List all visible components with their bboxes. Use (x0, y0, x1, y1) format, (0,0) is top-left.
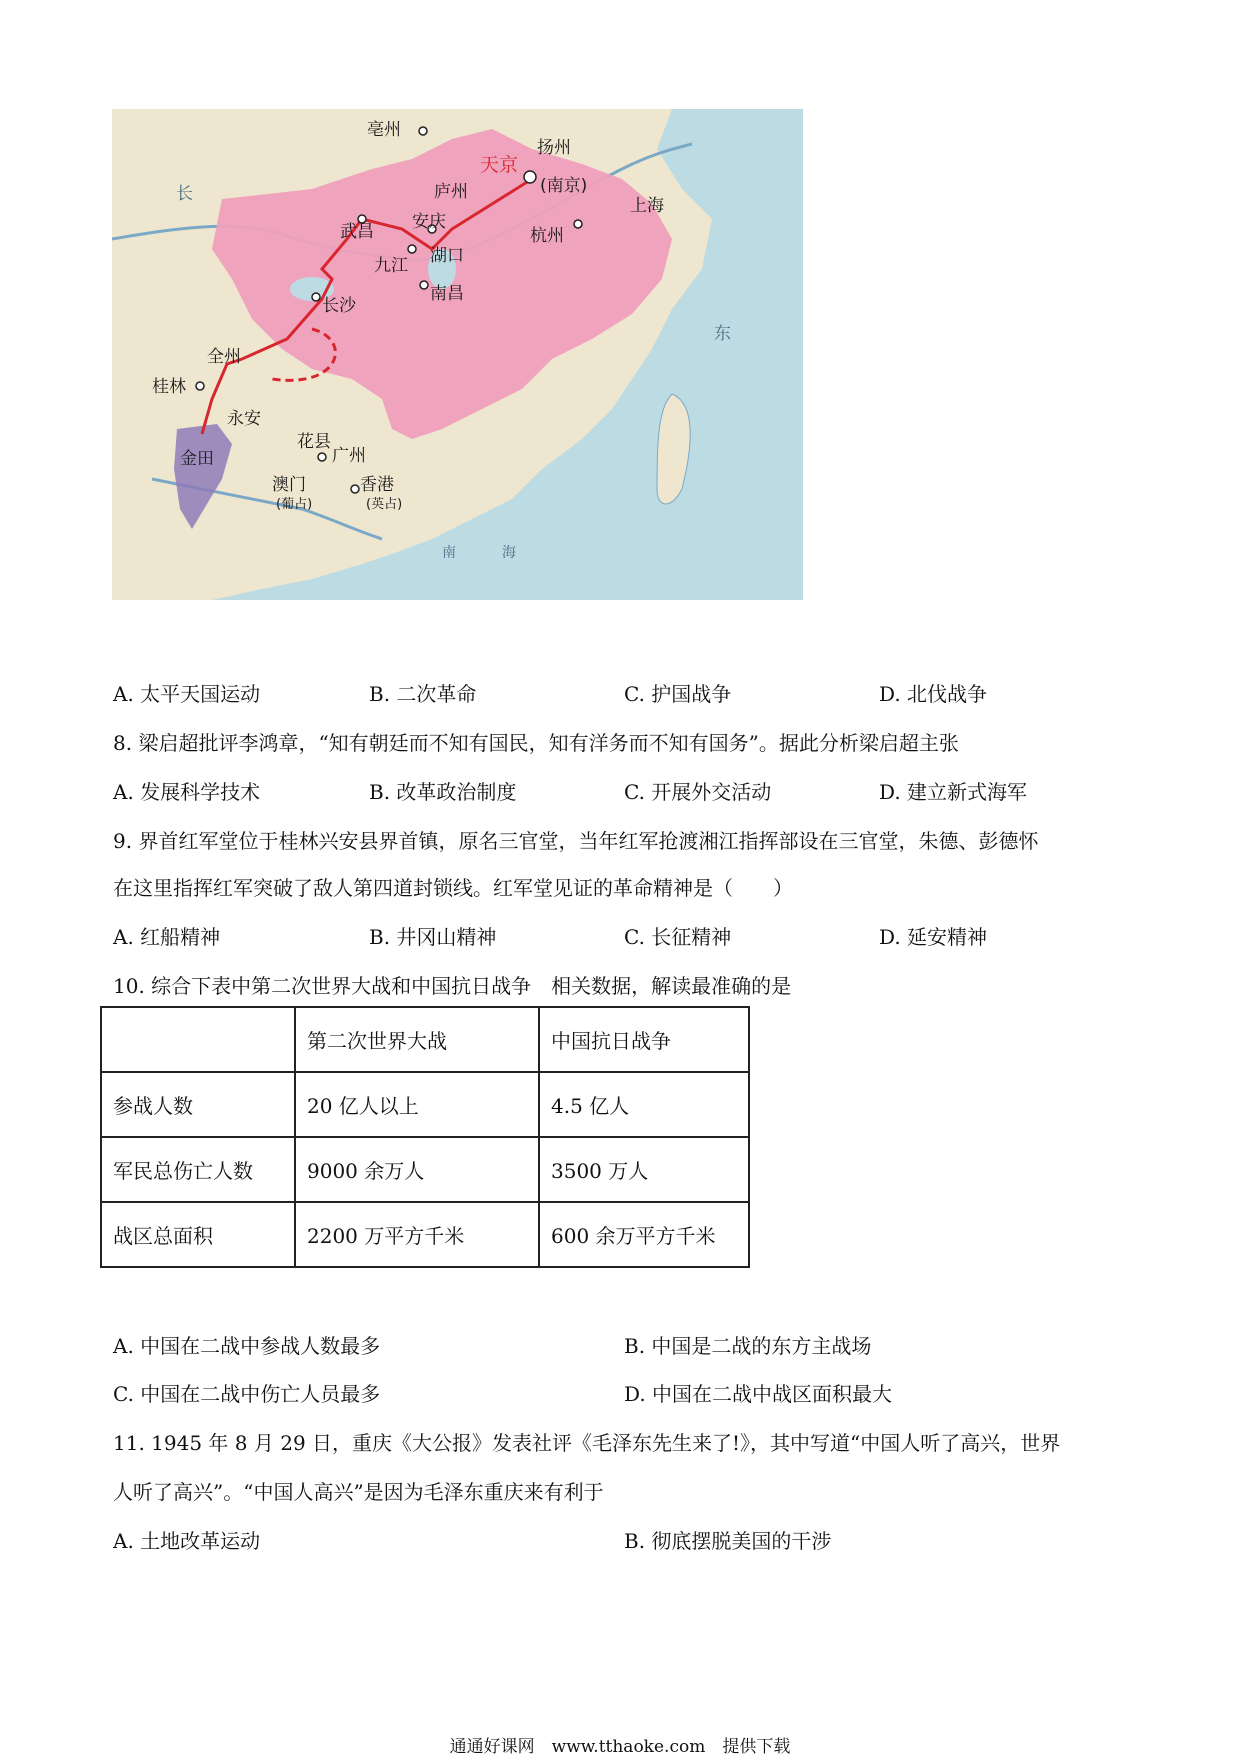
q8-option-a: A. 发展科学技术 (113, 780, 261, 804)
q9-option-a: A. 红船精神 (113, 925, 221, 949)
table-cell: 战区总面积 (101, 1202, 295, 1267)
table-cell: 9000 余万人 (295, 1137, 539, 1202)
map-label-macau-occupied: (葡占) (276, 497, 313, 512)
q10-option-d: D. 中国在二战中战区面积最大 (624, 1382, 893, 1406)
q7-option-b: B. 二次革命 (369, 682, 477, 706)
q10-option-a: A. 中国在二战中参战人数最多 (113, 1334, 381, 1358)
city-marker-hangzhou (574, 220, 582, 228)
q7-option-d: D. 北伐战争 (879, 682, 988, 706)
q8-option-c: C. 开展外交活动 (624, 780, 772, 804)
table-header-empty (101, 1007, 295, 1072)
map-label-jintian: 金田 (180, 449, 214, 469)
table-header-anti-japanese-war: 中国抗日战争 (539, 1007, 749, 1072)
table-header-row (101, 1007, 749, 1072)
city-marker-nanchang (420, 281, 428, 289)
map-label-jiujiang: 九江 (374, 256, 408, 276)
taiping-map-image (112, 109, 803, 600)
map-label-guangzhou: 广州 (332, 446, 366, 466)
q10-option-b: B. 中国是二战的东方主战场 (624, 1334, 872, 1358)
q9-stem-line1: 9. 界首红军堂位于桂林兴安县界首镇，原名三官堂，当年红军抢渡湘江指挥部设在三官堂，朱德、彭德怀 (113, 829, 1039, 853)
map-label-luzhou: 庐州 (434, 182, 468, 202)
q11-stem-line2: 人听了高兴”。“中国人高兴”是因为毛泽东重庆来有利于 (113, 1480, 604, 1504)
map-label-macau: 澳门 (272, 475, 306, 495)
q11-stem-line1: 11. 1945 年 8 月 29 日，重庆《大公报》发表社评《毛泽东先生来了!》，其中写道“中国人听了高兴，世界 (113, 1431, 1061, 1455)
city-marker-guangzhou (318, 453, 326, 461)
q11-option-b: B. 彻底摆脱美国的干涉 (624, 1529, 832, 1553)
table-cell: 20 亿人以上 (295, 1072, 539, 1137)
map-label-yangzhou: 扬州 (537, 138, 571, 158)
map-label-yongan: 永安 (227, 409, 261, 429)
table-row (101, 1202, 749, 1267)
table-row (101, 1072, 749, 1137)
q10-option-c: C. 中国在二战中伤亡人员最多 (113, 1382, 381, 1406)
q8-option-d: D. 建立新式海军 (879, 780, 1028, 804)
city-marker-changsha (312, 293, 320, 301)
map-label-shanghai: 上海 (630, 196, 664, 216)
q11-option-a: A. 土地改革运动 (113, 1529, 261, 1553)
city-marker-bozhou (419, 127, 427, 135)
q8-stem: 8. 梁启超批评李鸿章，“知有朝廷而不知有国民，知有洋务而不知有国务”。据此分析梁启超主张 (113, 731, 959, 755)
map-label-guilin: 桂林 (152, 377, 186, 397)
table-row (101, 1137, 749, 1202)
table-cell: 4.5 亿人 (539, 1072, 749, 1137)
q9-stem-line2: 在这里指挥红军突破了敌人第四道封锁线。红军堂见证的革命精神是（ ） (113, 876, 793, 900)
q10-stem: 10. 综合下表中第二次世界大战和中国抗日战争 相关数据，解读最准确的是 (113, 974, 792, 998)
table-header-ww2: 第二次世界大战 (295, 1007, 539, 1072)
map-label-anqing: 安庆 (412, 212, 446, 232)
map-label-huaxian: 花县 (297, 432, 331, 452)
city-marker-guilin (196, 382, 204, 390)
q9-option-d: D. 延安精神 (879, 925, 988, 949)
q8-option-b: B. 改革政治制度 (369, 780, 517, 804)
table-cell: 参战人数 (101, 1072, 295, 1137)
map-label-wuchang: 武昌 (340, 222, 374, 242)
map-label-bozhou: 亳州 (367, 120, 401, 140)
map-label-sea: 海 (502, 545, 516, 561)
table-cell: 600 余万平方千米 (539, 1202, 749, 1267)
table-cell: 3500 万人 (539, 1137, 749, 1202)
map-label-south: 南 (442, 545, 456, 561)
map-label-nanjing: (南京) (540, 176, 588, 196)
map-label-hongkong: 香港 (360, 475, 394, 495)
table-cell: 军民总伤亡人数 (101, 1137, 295, 1202)
map-label-hukou: 湖口 (430, 246, 464, 266)
map-label-changsha: 长沙 (322, 296, 356, 316)
map-label-hongkong-occupied: (英占) (366, 497, 403, 512)
map-label-quanzhou: 全州 (207, 347, 241, 367)
map-label-nanchang: 南昌 (430, 284, 464, 304)
q9-option-c: C. 长征精神 (624, 925, 732, 949)
map-label-east-sea: 东 (714, 324, 731, 344)
q9-option-b: B. 井冈山精神 (369, 925, 497, 949)
city-marker-hukou (408, 245, 416, 253)
city-marker-nanjing (524, 171, 536, 183)
q7-option-c: C. 护国战争 (624, 682, 732, 706)
map-label-tianjing: 天京 (480, 154, 519, 176)
page-footer: 通通好课网 www.tthaoke.com 提供下载 (449, 1737, 791, 1757)
map-label-hangzhou: 杭州 (530, 226, 564, 246)
q7-option-a: A. 太平天国运动 (113, 682, 261, 706)
map-label-yangtze: 长 (176, 184, 193, 204)
city-marker-hongkong (351, 485, 359, 493)
table-cell: 2200 万平方千米 (295, 1202, 539, 1267)
q10-data-table (100, 1006, 750, 1268)
